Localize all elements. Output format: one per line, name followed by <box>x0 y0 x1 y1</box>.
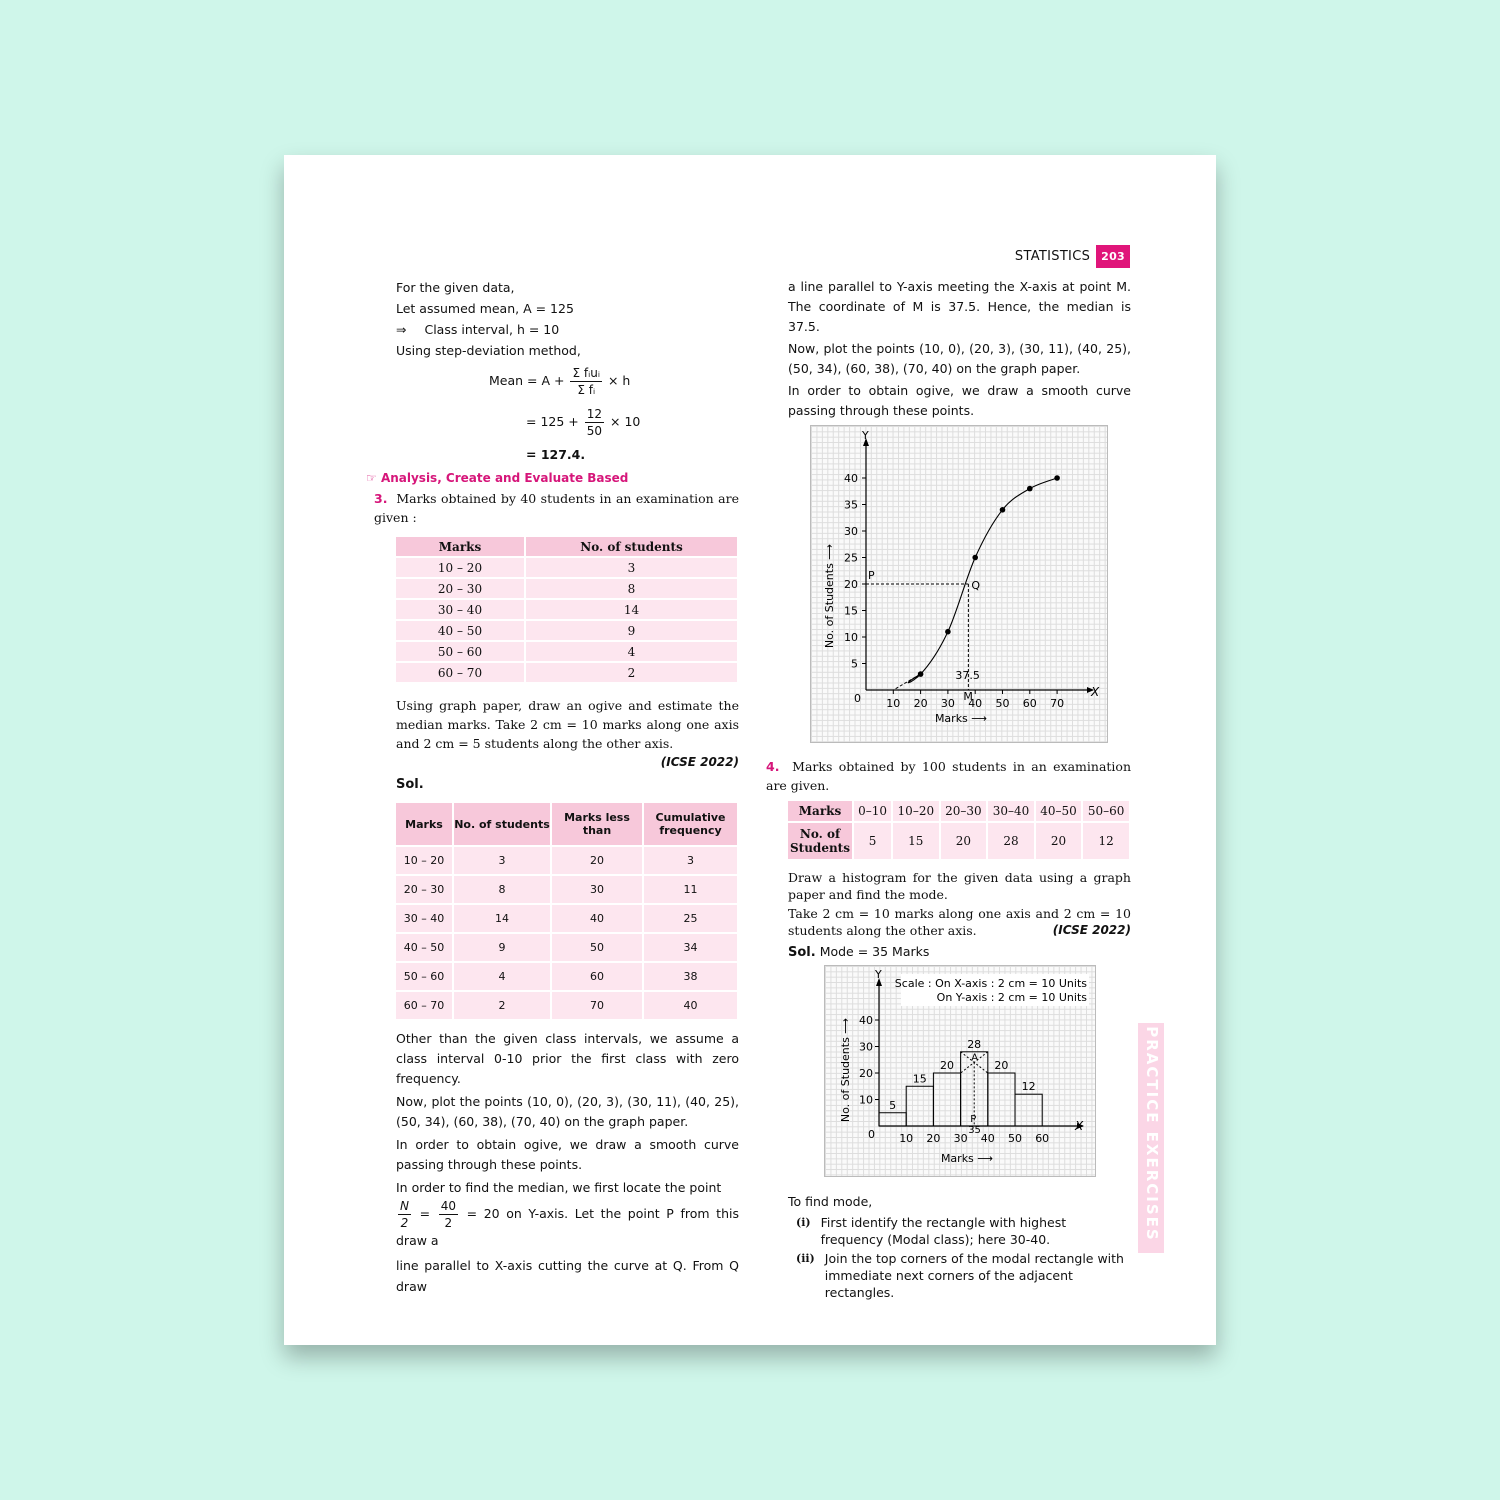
bar-value-label: 20 <box>994 1059 1009 1072</box>
y-tick-label: 20 <box>844 578 858 591</box>
page-number: 203 <box>1096 245 1130 268</box>
paragraph: Now, plot the points (10, 0), (20, 3), (30, 11), (40, 25), (50, 34), (60, 38), (70, 40) on the graph paper. <box>396 1094 739 1129</box>
x-tick-label: 50 <box>1008 1132 1022 1145</box>
table-row: 60 – 70 2 <box>396 663 739 682</box>
data-point <box>1000 507 1006 513</box>
paragraph: In order to obtain ogive, we draw a smooth curve passing through these points. <box>396 1137 739 1172</box>
question-4: 4. Marks obtained by 100 students in an examination are given. <box>766 759 1132 793</box>
histogram-bar <box>988 1073 1015 1126</box>
bar-value-label: 5 <box>889 1098 897 1112</box>
table-header: No. of students <box>454 803 552 845</box>
question-4-instructions: Draw a histogram for the given data using a graph paper and find the mode. <box>788 870 1131 902</box>
y-tick-label: 40 <box>859 1014 873 1027</box>
practice-exercises-tab: PRACTICE EXERCISES <box>1138 1023 1164 1253</box>
table-header: Cumulative frequency <box>644 803 739 845</box>
paragraph: Now, plot the points (10, 0), (20, 3), (30, 11), (40, 25), (50, 34), (60, 38), (70, 40) on the graph paper. <box>788 341 1131 376</box>
bar-value-label: 20 <box>940 1059 954 1072</box>
paragraph: a line parallel to Y-axis meeting the X-axis at point M. The coordinate of M is 37.5. Hence, the median is 37.5. <box>788 279 1131 334</box>
y-tick-label: 30 <box>859 1040 873 1054</box>
table-header: 10–20 <box>893 801 941 821</box>
table-row: 10 – 20 3 <box>396 558 739 577</box>
x-tick-label: 30 <box>953 1132 968 1145</box>
scale-text: Scale : On X-axis : 2 cm = 10 Units <box>894 977 1087 990</box>
exam-reference: (ICSE 2022) <box>660 755 739 769</box>
y-tick-label: 15 <box>844 604 858 618</box>
list-item: (ii) Join the top corners of the modal rectangle with immediate next corners of the adjacent rectangles. <box>796 1251 1124 1300</box>
question-4-instructions: Take 2 cm = 10 marks along one axis and 2 cm = 10 students along the other axis. (ICSE 2022) <box>788 906 1131 938</box>
y-tick-label: 5 <box>851 657 858 671</box>
y-axis-label: No. of Students ⟶ <box>823 543 836 649</box>
x-tick-label: 50 <box>995 697 1010 710</box>
ogive-svg <box>811 426 1107 742</box>
x-tick-label: 20 <box>913 697 928 710</box>
x-tick-label: 40 <box>968 697 983 710</box>
table-header: 30–40 <box>988 801 1036 821</box>
question-3: 3. Marks obtained by 40 students in an examination are given : <box>374 491 739 525</box>
table-header: Marks <box>396 803 454 845</box>
marks-table <box>396 535 739 684</box>
chapter-title: STATISTICS <box>1014 249 1091 264</box>
x-tick-label: 70 <box>1050 697 1065 710</box>
table-row: 50 – 60 4 <box>396 642 739 661</box>
median-locate: $\frac{N}{2}$ = $\frac{40}{2}$ = 20 on Y-axis. Let the point P from this draw a <box>396 1199 739 1248</box>
data-point <box>1027 486 1033 492</box>
ogive-curve <box>908 478 1057 683</box>
table-row: 30 – 40 14 40 25 <box>396 905 739 932</box>
point-p-label: P <box>868 569 875 582</box>
mean-formula: Mean = A + $\frac{\text{Σ fᵢuᵢ}}{\text{Σ fᵢ}}$ × h <box>489 366 631 397</box>
question-3-instructions: Using graph paper, draw an ogive and estimate the median marks. Take 2 cm = 10 marks along one axis and 2 cm = 5 students along the other axis. <box>396 698 739 751</box>
x-tick-label: 30 <box>940 697 955 710</box>
table-header: Marks <box>788 801 854 821</box>
table-row: 20 – 30 8 <box>396 579 739 598</box>
data-point <box>918 671 924 677</box>
table-header: No. of students <box>526 537 739 556</box>
table-header: 50–60 <box>1083 801 1131 821</box>
data-point <box>945 629 951 635</box>
y-axis-letter: Y <box>862 429 869 442</box>
textbook-page <box>284 155 1216 1345</box>
y-axis-label: No. of Students ⟶ <box>839 1017 852 1123</box>
table-row: 10 – 20 3 20 3 <box>396 847 739 874</box>
x-tick-label: 60 <box>1022 697 1037 710</box>
table-row: 60 – 70 2 70 40 <box>396 992 739 1019</box>
bar-value-label: 12 <box>1021 1080 1036 1094</box>
table-header: Marks <box>396 537 526 556</box>
table-row: 40 – 50 9 50 34 <box>396 934 739 961</box>
histogram-data-table <box>788 799 1131 861</box>
point-m-label: M <box>963 690 973 703</box>
intro-line: Using step-deviation method, <box>396 343 581 358</box>
x-axis-label: Marks ⟶ <box>940 1152 994 1165</box>
exam-reference: (ICSE 2022) <box>1052 923 1131 937</box>
list-item: (i) First identify the rectangle with highest frequency (Modal class); here 30-40. <box>796 1215 1067 1247</box>
y-tick-label: 40 <box>844 472 858 485</box>
table-header: 20–30 <box>941 801 989 821</box>
solution-line: Sol. Mode = 35 Marks <box>788 944 930 960</box>
point-a-label: A <box>971 1052 979 1064</box>
x-tick-label: 40 <box>980 1132 995 1145</box>
section-heading: ☞ Analysis, Create and Evaluate Based <box>366 471 629 485</box>
point-q-label: Q <box>971 579 981 592</box>
point-p-label: P <box>970 1114 977 1125</box>
x-tick-label: 10 <box>886 697 901 710</box>
histogram-chart <box>824 965 1096 1177</box>
intro-line: For the given data, <box>396 280 515 295</box>
histogram-svg <box>825 966 1095 1176</box>
histogram-bar <box>933 1073 960 1126</box>
left-column <box>366 277 739 1297</box>
cumulative-table <box>396 801 739 1021</box>
paragraph: In order to obtain ogive, we draw a smooth curve passing through these points. <box>788 383 1131 418</box>
x-tick-label: 60 <box>1035 1132 1050 1145</box>
mean-result: = 127.4. <box>526 447 586 462</box>
paragraph: To find mode, <box>788 1194 873 1209</box>
scale-text: On Y-axis : 2 cm = 10 Units <box>936 991 1087 1004</box>
histogram-bar <box>1015 1094 1042 1126</box>
y-tick-label: 30 <box>844 525 858 538</box>
intro-line: Let assumed mean, A = 125 <box>396 301 574 316</box>
table-header: 0–10 <box>854 801 893 821</box>
ogive-chart <box>810 425 1108 743</box>
bar-value-label: 15 <box>912 1072 927 1086</box>
data-point <box>972 555 978 561</box>
paragraph: line parallel to X-axis cutting the curve at Q. From Q draw <box>396 1258 739 1294</box>
data-point <box>1054 475 1060 481</box>
table-header: 40–50 <box>1036 801 1084 821</box>
origin-label: 0 <box>868 1128 875 1141</box>
paragraph: Other than the given class intervals, we assume a class interval 0-10 prior the first class with zero frequency. <box>396 1031 739 1086</box>
median-value-label: 37.5 <box>955 669 980 682</box>
table-row: 40 – 50 9 <box>396 621 739 640</box>
intro-line: ⇒ Class interval, h = 10 <box>396 322 560 337</box>
y-axis-letter: Y <box>875 968 882 981</box>
table-row: No. of Students 5 15 20 28 20 12 <box>788 823 1131 859</box>
y-tick-label: 10 <box>844 631 858 644</box>
x-axis-label: Marks ⟶ <box>934 712 988 725</box>
page-header <box>1015 245 1130 268</box>
table-row: 20 – 30 8 30 11 <box>396 876 739 903</box>
origin-label: 0 <box>854 692 861 705</box>
x-axis-letter: X <box>1075 1119 1084 1133</box>
mean-step-2: = 125 + $\frac{12}{50}$ × 10 <box>526 407 641 438</box>
y-tick-label: 25 <box>844 551 858 565</box>
bar-value-label: 28 <box>967 1037 982 1051</box>
histogram-bar <box>879 1113 906 1126</box>
y-tick-label: 20 <box>859 1067 873 1080</box>
paragraph: In order to find the median, we first locate the point <box>396 1180 722 1195</box>
table-header: Marks less than <box>552 803 644 845</box>
y-tick-label: 10 <box>859 1093 873 1107</box>
table-row: 30 – 40 14 <box>396 600 739 619</box>
right-column <box>766 277 1132 1303</box>
y-tick-label: 35 <box>844 498 858 512</box>
dashed-start-segment <box>866 674 921 690</box>
mode-value-label: 35 <box>968 1125 981 1136</box>
x-tick-label: 10 <box>899 1132 914 1145</box>
histogram-bar <box>906 1086 933 1126</box>
x-axis-letter: X <box>1091 685 1100 699</box>
x-tick-label: 20 <box>926 1132 941 1145</box>
solution-label: Sol. <box>396 777 424 792</box>
table-row: 50 – 60 4 60 38 <box>396 963 739 990</box>
